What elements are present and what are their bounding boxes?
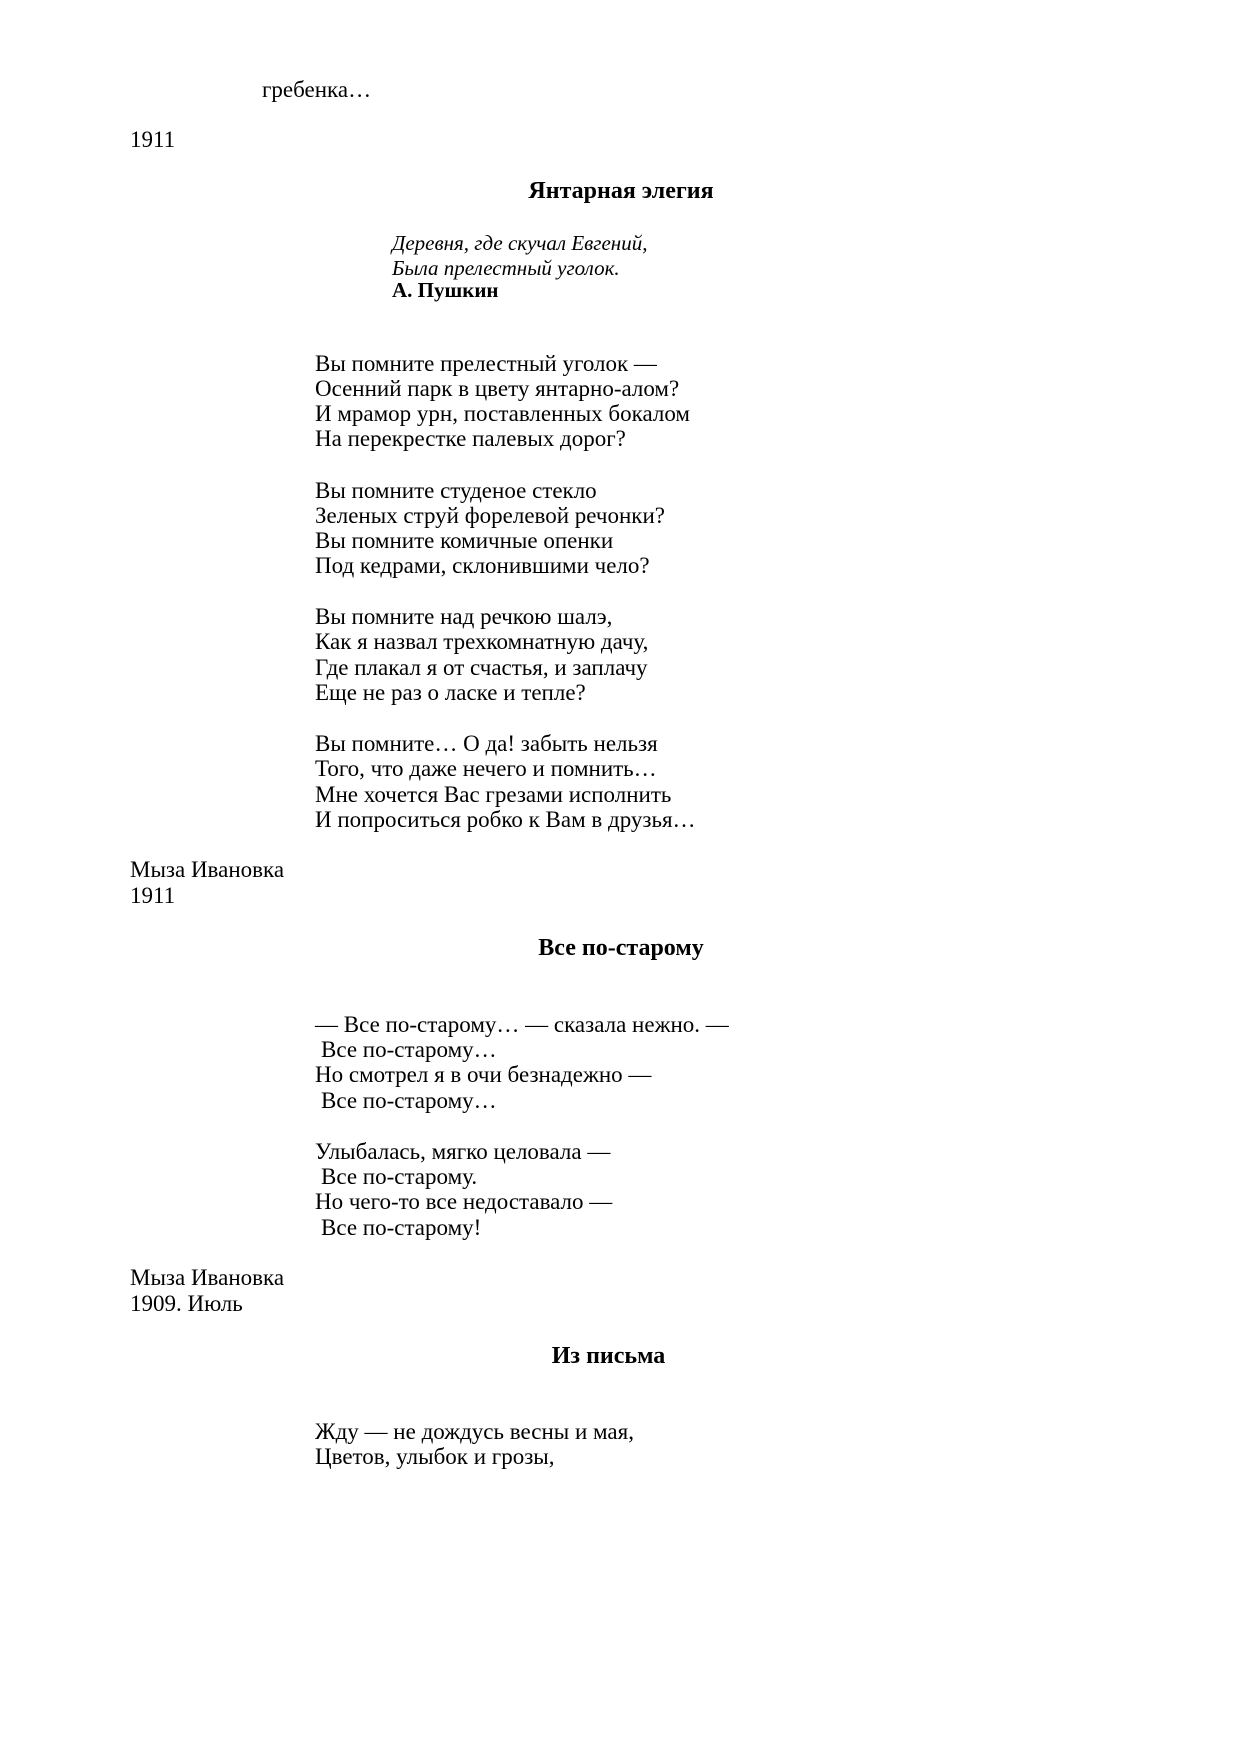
poem-line: Вы помните прелестный уголок — [315, 351, 657, 376]
poem-line: Вы помните… О да! забыть нельзя [315, 731, 658, 756]
poem-line: Вы помните комичные опенки [315, 528, 614, 553]
poem-line: Но смотрел я в очи безнадежно — [315, 1062, 652, 1087]
previous-poem-last-line: гребенка… [262, 77, 372, 102]
poem-line: Все по-старому… [321, 1088, 497, 1113]
poem-date: 1911 [130, 883, 176, 908]
poem-line: Как я назвал трехкомнатную дачу, [315, 629, 649, 654]
poem-line: Все по-старому… [321, 1037, 497, 1062]
poem-line: Все по-старому! [321, 1215, 482, 1240]
previous-poem-date: 1911 [130, 127, 176, 152]
poem-line: Улыбалась, мягко целовала — [315, 1139, 611, 1164]
epigraph-author: А. Пушкин [392, 278, 499, 302]
epigraph-line: Деревня, где скучал Евгений, [392, 231, 648, 255]
poem-line: Жду — не дождусь весны и мая, [315, 1419, 634, 1444]
poem-line: Где плакал я от счастья, и заплачу [315, 655, 648, 680]
poem-line: Того, что даже нечего и помнить… [315, 756, 657, 781]
poem-place: Мыза Ивановка [130, 1265, 285, 1290]
poem-line: Вы помните студеное стекло [315, 478, 597, 503]
poem-line: Осенний парк в цвету янтарно-алом? [315, 376, 680, 401]
epigraph-line: Была прелестный уголок. [392, 256, 620, 280]
poem-line: И попроситься робко к Вам в друзья… [315, 807, 696, 832]
poem-title-vse-po-staromu: Все по-старому [538, 935, 704, 961]
poem-line: Еще не раз о ласке и тепле? [315, 680, 586, 705]
poem-line: Мне хочется Вас грезами исполнить [315, 782, 672, 807]
poem-line: И мрамор урн, поставленных бокалом [315, 401, 690, 426]
poem-line: — Все по-старому… — сказала нежно. — [315, 1012, 729, 1037]
poem-line: Цветов, улыбок и грозы, [315, 1444, 555, 1469]
poem-date: 1909. Июль [130, 1291, 243, 1316]
poem-line: Но чего-то все недоставало — [315, 1189, 613, 1214]
poem-line: Под кедрами, склонившими чело? [315, 553, 650, 578]
poem-line: Вы помните над речкою шалэ, [315, 604, 613, 629]
poem-place: Мыза Ивановка [130, 857, 285, 882]
poem-title-iz-pisma: Из письма [551, 1343, 666, 1369]
poem-line: Зеленых струй форелевой речонки? [315, 503, 665, 528]
poem-title-yantarnaya-elegiya: Янтарная элегия [528, 178, 714, 204]
poem-line: На перекрестке палевых дорог? [315, 426, 626, 451]
poem-line: Все по-старому. [321, 1164, 478, 1189]
